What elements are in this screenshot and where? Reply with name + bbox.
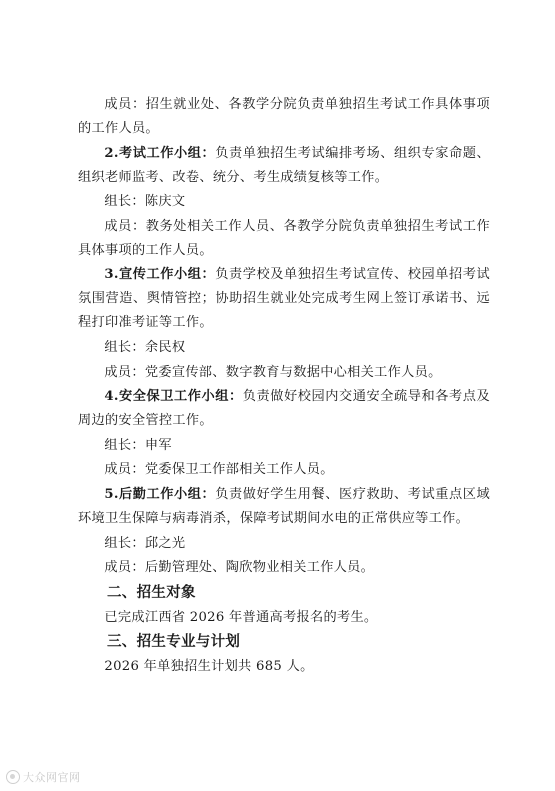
paragraph-text: 成员：后勤管理处、陶欣物业相关工作人员。 bbox=[104, 560, 375, 576]
paragraph-text: 成员：教务处相关工作人员、各教学分院负责单独招生考试工作具体事项的工作人员。 bbox=[78, 218, 490, 258]
paragraph-admissions-members bbox=[78, 93, 490, 141]
paragraph-text: 组长：余民权 bbox=[104, 339, 186, 355]
paragraph-text: 已完成江西省 2026 年普通高考报名的考生。 bbox=[104, 609, 378, 625]
paragraph-text: 2026 年单独招生计划共 685 人。 bbox=[104, 659, 314, 675]
paragraph-text: 负责学校及单独招生考试宣传、校园单招考试氛围营造、舆情管控；协助招生就业处完成考生网上签订承诺书、远程打印准考证等工作。 bbox=[78, 267, 491, 331]
paragraph-text: 负责单独招生考试编排考场、组织专家命题、组织老师监考、改卷、统分、考生成绩复核等工作。 bbox=[78, 145, 491, 185]
paragraph-majors-and-plan bbox=[78, 655, 490, 679]
paragraph-exam-group bbox=[78, 142, 490, 190]
paragraph-text: 成员：党委保卫工作部相关工作人员。 bbox=[104, 462, 334, 478]
paragraph-logistics-members bbox=[78, 556, 490, 580]
paragraph-text: 成员：招生就业处、各教学分院负责单独招生考试工作具体事项的工作人员。 bbox=[78, 97, 490, 136]
paragraph-publicity-leader bbox=[78, 336, 490, 360]
document-body bbox=[78, 93, 490, 680]
paragraph-text: 负责做好校园内交通安全疏导和各考点及周边的安全管控工作。 bbox=[78, 389, 490, 429]
paragraph-security-members bbox=[78, 458, 490, 482]
paragraph-publicity-members bbox=[78, 361, 490, 385]
watermark bbox=[6, 769, 81, 785]
paragraph-security-leader bbox=[78, 434, 490, 458]
paragraph-logistics-group bbox=[78, 483, 490, 531]
paragraph-publicity-group bbox=[78, 263, 490, 335]
paragraph-exam-members bbox=[78, 215, 490, 263]
group-heading: 5.后勤工作小组： bbox=[104, 486, 216, 502]
paragraph-logistics-leader bbox=[78, 532, 490, 556]
paragraph-text: 组长：申军 bbox=[104, 437, 172, 453]
paragraph-exam-leader bbox=[78, 190, 490, 214]
paragraph-security-group bbox=[78, 385, 490, 433]
section-title-majors-and-plan: 三、招生专业与计划 bbox=[107, 634, 241, 651]
paragraph-text: 成员：党委宣传部、数字教育与数据中心相关工作人员。 bbox=[104, 364, 442, 380]
paragraph-text: 组长：陈庆文 bbox=[104, 194, 186, 210]
paragraph-text: 负责做好学生用餐、医疗救助、考试重点区域环境卫生保障与病毒消杀，保障考试期间水电的正常供应等工作。 bbox=[78, 486, 491, 526]
group-heading: 3.宣传工作小组： bbox=[104, 267, 216, 283]
watermark-logo-icon bbox=[6, 770, 20, 784]
section-title-enrollment-targets: 二、招生对象 bbox=[107, 584, 196, 601]
group-heading: 4.安全保卫工作小组： bbox=[104, 389, 243, 405]
group-heading: 2.考试工作小组： bbox=[104, 145, 216, 161]
watermark-text: 大众网官网 bbox=[23, 771, 81, 784]
paragraph-enrollment-targets bbox=[78, 606, 490, 630]
paragraph-text: 组长：邱之光 bbox=[104, 535, 186, 551]
